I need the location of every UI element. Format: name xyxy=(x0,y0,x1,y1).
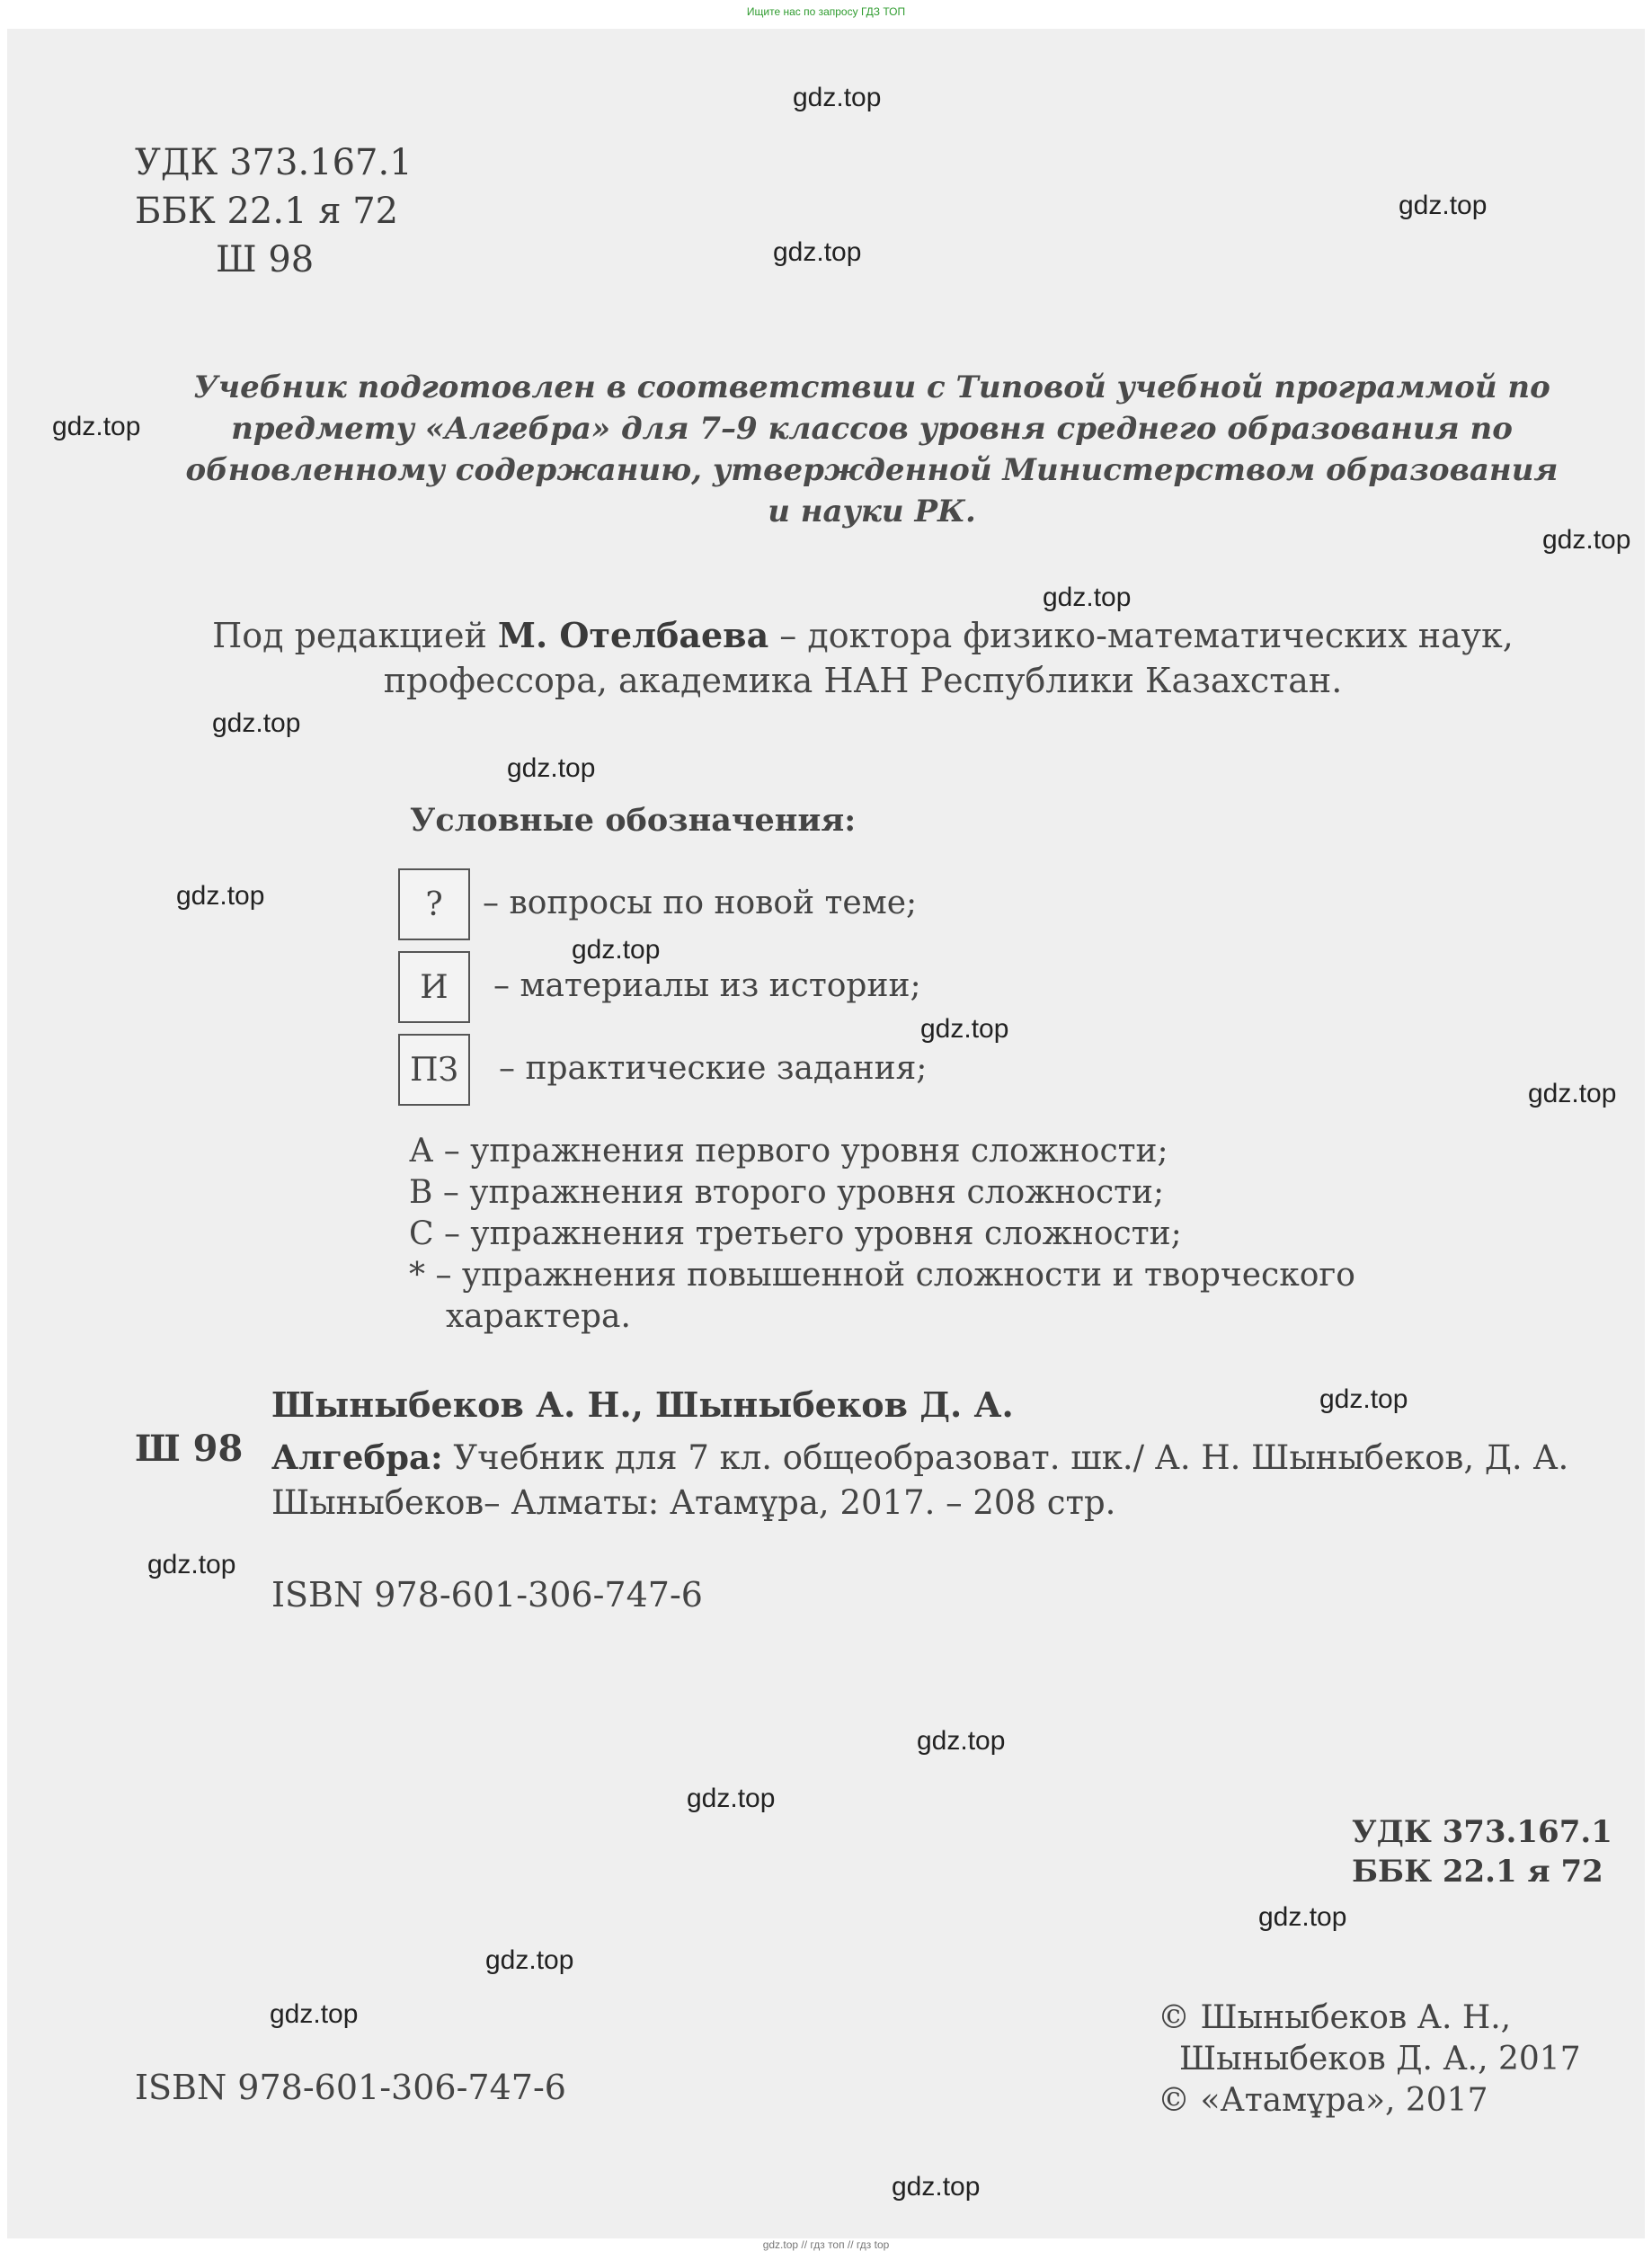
catalog-desc-text: Учебник для 7 кл. общеобразоват. шк./ А. Н. Шыныбеков, Д. А. Шыныбеков– Алматы: Атамұра, 2017. – 208 стр. xyxy=(271,1438,1569,1522)
watermark: gdz.top xyxy=(1043,583,1132,612)
watermark: gdz.top xyxy=(773,237,862,267)
copyright-line: Шыныбеков Д. А., 2017 xyxy=(1179,2041,1581,2078)
watermark: gdz.top xyxy=(1319,1384,1408,1414)
udk-code-bottom: УДК 373.167.1 xyxy=(1352,1814,1612,1850)
top-banner: Ищите нас по запросу ГДЗ ТОП xyxy=(746,5,906,18)
copyright-line: © «Атамұра», 2017 xyxy=(1158,2082,1488,2119)
catalog-authors: Шыныбеков А. Н., Шыныбеков Д. А. xyxy=(271,1384,1014,1425)
catalog-code: Ш 98 xyxy=(135,1428,244,1470)
watermark: gdz.top xyxy=(793,83,882,112)
author-mark-top: Ш 98 xyxy=(216,239,315,280)
footer-bar: gdz.top // гдз топ // гдз top xyxy=(762,2238,890,2251)
copyright-line: © Шыныбеков А. Н., xyxy=(1158,1999,1512,2036)
bbk-code-top: ББК 22.1 я 72 xyxy=(135,191,399,232)
catalog-isbn: ISBN 978-601-306-747-6 xyxy=(271,1575,703,1615)
watermark: gdz.top xyxy=(176,881,265,911)
watermark: gdz.top xyxy=(1542,525,1631,555)
watermark: gdz.top xyxy=(52,412,141,441)
legend-item-label: – практические задания; xyxy=(499,1050,928,1087)
watermark: gdz.top xyxy=(270,1999,359,2029)
isbn-bottom: ISBN 978-601-306-747-6 xyxy=(135,2068,566,2107)
copyright-block xyxy=(1158,1998,1581,2122)
level-b: В – упражнения второго уровня сложности; xyxy=(409,1174,1165,1211)
watermark: gdz.top xyxy=(572,935,661,965)
level-a: А – упражнения первого уровня сложности; xyxy=(409,1133,1168,1170)
editor-suffix: – доктора физико-математических наук, профессора, академика НАН Республики Казахстан. xyxy=(383,616,1514,700)
editor-prefix: Под редакцией xyxy=(212,616,498,655)
catalog-title: Алгебра: xyxy=(271,1437,443,1477)
legend-item-label: – материалы из истории; xyxy=(493,967,921,1004)
editor-name: М. Отелбаева xyxy=(497,615,769,655)
level-c: С – упражнения третьего уровня сложности; xyxy=(409,1215,1182,1252)
level-star: * – упражнения повышенной сложности и творческого xyxy=(409,1257,1355,1294)
catalog-description xyxy=(271,1435,1620,1526)
intro-paragraph: Учебник подготовлен в соответствии с Типовой учебной программой по предмету «Алгебра» для 7–9 классов уровня среднего образования по обновленному содержанию, утвержденной Министерством образования и науки РК. xyxy=(185,369,1559,529)
practice-icon: ПЗ xyxy=(398,1034,470,1106)
watermark: gdz.top xyxy=(687,1784,776,1813)
watermark: gdz.top xyxy=(485,1945,574,1975)
watermark: gdz.top xyxy=(212,708,301,738)
legend-item-label: – вопросы по новой теме; xyxy=(483,885,918,921)
bbk-code-bottom: ББК 22.1 я 72 xyxy=(1352,1854,1603,1890)
bottom-codes xyxy=(1352,1812,1612,1891)
question-icon: ? xyxy=(398,868,470,940)
watermark: gdz.top xyxy=(507,753,596,783)
udk-code-top: УДК 373.167.1 xyxy=(135,142,413,183)
watermark: gdz.top xyxy=(892,2172,981,2202)
history-icon: И xyxy=(398,951,470,1023)
watermark: gdz.top xyxy=(917,1726,1006,1756)
watermark: gdz.top xyxy=(920,1014,1009,1044)
watermark: gdz.top xyxy=(1258,1902,1347,1932)
level-star-continued: характера. xyxy=(446,1298,631,1335)
watermark: gdz.top xyxy=(147,1550,236,1579)
watermark: gdz.top xyxy=(1528,1079,1617,1108)
editor-paragraph xyxy=(135,613,1591,703)
watermark: gdz.top xyxy=(1399,191,1488,220)
legend-title: Условные обозначения: xyxy=(410,802,857,839)
